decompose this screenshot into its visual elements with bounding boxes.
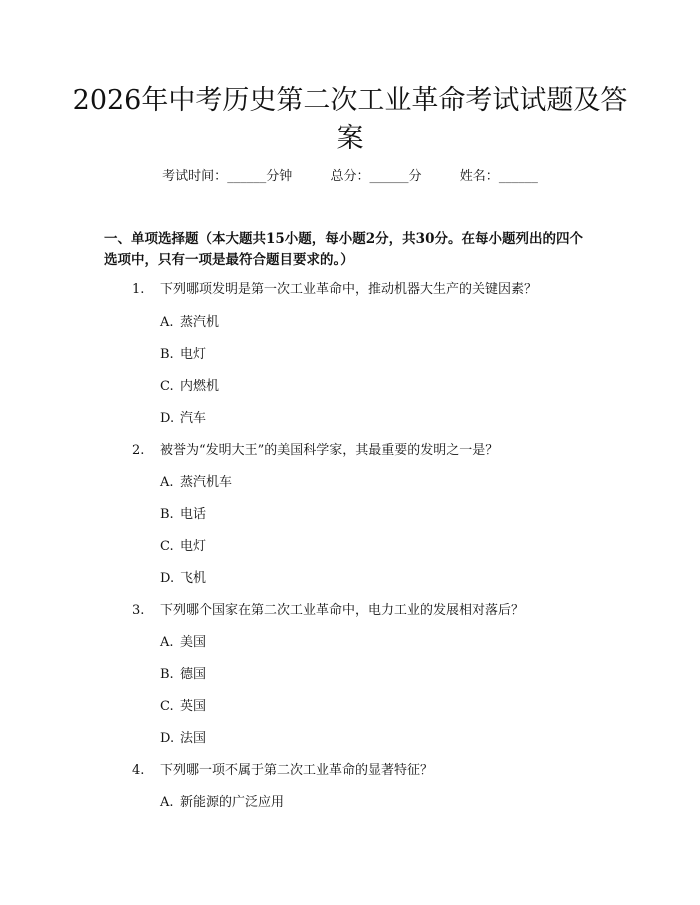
option-text: 美国	[180, 635, 207, 650]
time-unit: 分钟	[266, 169, 293, 184]
name-blank: ______	[498, 169, 538, 184]
question-4	[132, 762, 433, 780]
question-3	[132, 602, 524, 620]
name-label: 姓名：	[459, 169, 499, 184]
option-1b	[160, 346, 206, 364]
option-2a	[160, 474, 232, 492]
option-text: 电灯	[180, 539, 207, 554]
option-3b	[160, 666, 206, 684]
time-label: 考试时间：	[162, 169, 228, 184]
option-letter: D.	[160, 571, 175, 586]
option-letter: C.	[160, 539, 174, 554]
score-blank: ______	[369, 169, 409, 184]
option-3d	[160, 730, 206, 748]
option-text: 法国	[180, 731, 207, 746]
option-letter: B.	[160, 347, 174, 362]
question-text: 被誉为“发明大王”的美国科学家，其最重要的发明之一是？	[160, 443, 499, 458]
question-number: 3.	[132, 603, 145, 618]
option-1d	[160, 410, 206, 428]
option-text: 新能源的广泛应用	[180, 795, 285, 810]
option-3a	[160, 634, 206, 652]
option-text: 内燃机	[180, 379, 220, 394]
option-letter: C.	[160, 699, 174, 714]
question-text: 下列哪个国家在第二次工业革命中，电力工业的发展相对落后？	[160, 603, 525, 618]
option-2b	[160, 506, 206, 524]
section-heading: 一、单项选择题（本大题共15小题，每小题2分，共30分。在每小题列出的四个选项中，只有一项是最符合题目要求的。）	[104, 231, 583, 268]
question-number: 4.	[132, 763, 145, 778]
score-unit: 分	[408, 169, 422, 184]
option-letter: A.	[160, 475, 174, 490]
option-2c	[160, 538, 206, 556]
page-title: 2026年中考历史第二次工业革命考试试题及答案	[72, 85, 628, 154]
option-text: 德国	[180, 667, 207, 682]
option-text: 蒸汽机车	[180, 475, 233, 490]
option-text: 电话	[180, 507, 207, 522]
option-1a	[160, 314, 219, 332]
option-text: 英国	[180, 699, 207, 714]
time-blank: ______	[227, 169, 267, 184]
option-letter: C.	[160, 379, 174, 394]
score-label: 总分：	[330, 169, 370, 184]
option-letter: B.	[160, 507, 174, 522]
option-letter: B.	[160, 667, 174, 682]
option-letter: A.	[160, 315, 174, 330]
question-2	[132, 442, 498, 460]
option-text: 飞机	[180, 571, 207, 586]
option-text: 汽车	[180, 411, 207, 426]
option-letter: D.	[160, 731, 175, 746]
option-letter: A.	[160, 635, 174, 650]
option-text: 蒸汽机	[180, 315, 220, 330]
option-letter: D.	[160, 411, 175, 426]
option-letter: A.	[160, 795, 174, 810]
question-1	[132, 281, 537, 299]
option-1c	[160, 378, 219, 396]
option-4a	[160, 794, 284, 812]
question-text: 下列哪一项不属于第二次工业革命的显著特征？	[160, 763, 434, 778]
question-number: 2.	[132, 443, 145, 458]
option-text: 电灯	[180, 347, 207, 362]
option-2d	[160, 570, 206, 588]
exam-info-line	[0, 168, 700, 186]
option-3c	[160, 698, 206, 716]
question-text: 下列哪项发明是第一次工业革命中，推动机器大生产的关键因素？	[160, 282, 538, 297]
question-number: 1.	[132, 282, 145, 297]
